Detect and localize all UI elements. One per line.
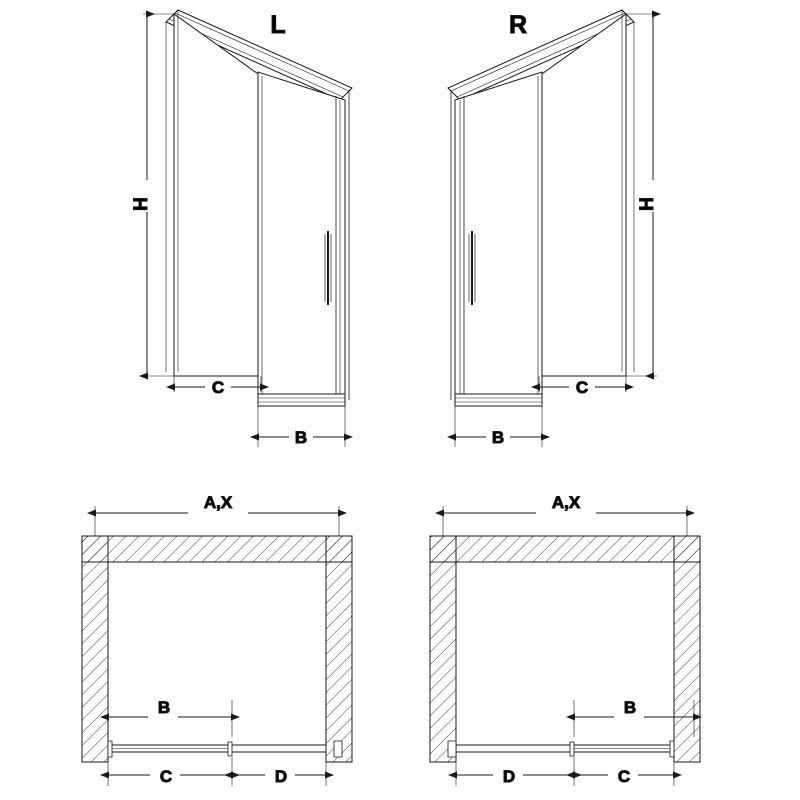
dimension-label-ax-plan-right: A,X — [551, 493, 581, 512]
bottom-rail-right — [455, 394, 542, 406]
dimension-label-c-plan-right: C — [617, 767, 631, 786]
door-panel-right — [455, 72, 542, 406]
enclosure-track-plan-right — [448, 741, 674, 757]
dimension-label-c-plan-left: C — [159, 767, 173, 786]
bottom-rail-left — [258, 394, 345, 406]
wall-hatching-plan-left — [82, 536, 352, 762]
dimension-label-h-left: H — [131, 197, 152, 211]
dimension-label-ax-plan-left: A,X — [203, 493, 233, 512]
variant-label-r: R — [508, 11, 528, 39]
elevation-left-view — [131, 10, 352, 447]
fixed-panel-left — [174, 10, 261, 376]
dimension-label-d-plan-right: D — [502, 767, 516, 786]
enclosure-track-plan-left — [108, 741, 342, 757]
dimension-label-d-plan-left: D — [274, 767, 288, 786]
door-panel-left — [258, 72, 345, 406]
fixed-panel-right — [539, 10, 626, 376]
dimension-label-b-plan-left: B — [157, 698, 171, 717]
plan-left-view — [82, 493, 352, 786]
plan-right-view — [430, 493, 700, 786]
dimension-label-h-right: H — [637, 197, 658, 211]
wall-hatching-plan-right — [430, 536, 700, 762]
dimension-label-c-right: C — [575, 378, 589, 397]
elevation-right-view — [448, 10, 658, 447]
variant-label-l: L — [270, 11, 286, 39]
dimension-label-b-left: B — [294, 428, 308, 447]
dimension-label-c-left: C — [211, 378, 225, 397]
dimension-label-b-right: B — [491, 428, 505, 447]
dimension-label-b-plan-right: B — [623, 698, 637, 717]
